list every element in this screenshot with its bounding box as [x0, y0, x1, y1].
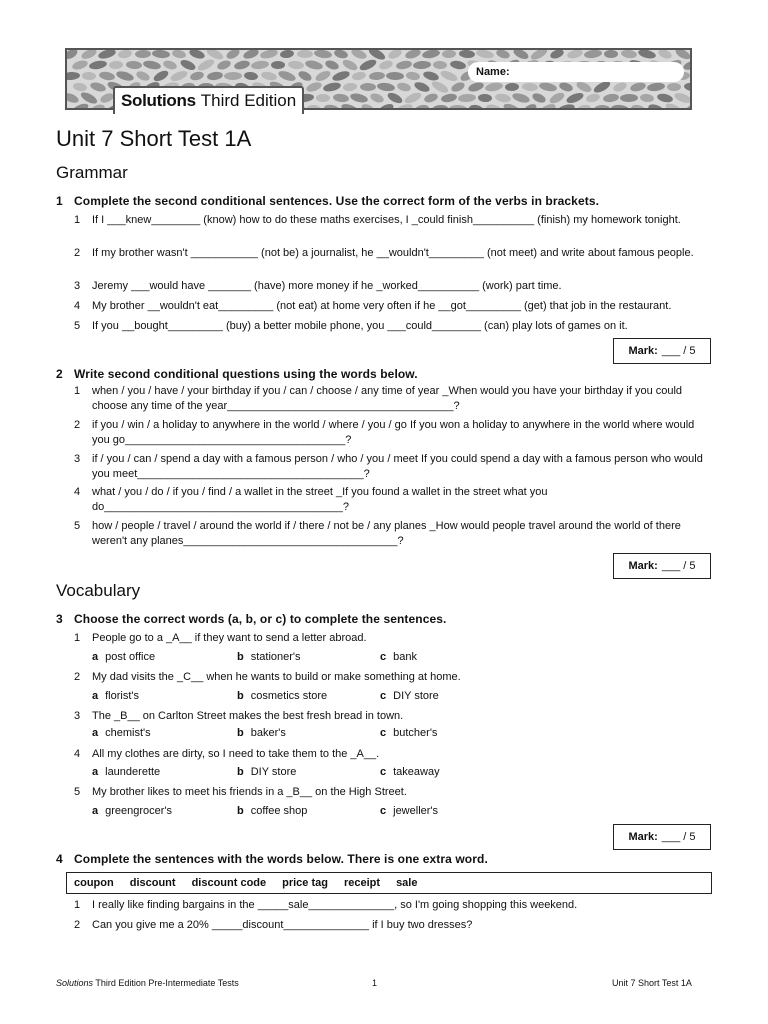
section-heading-grammar: Grammar: [56, 163, 128, 182]
banner-pattern-shape: [647, 82, 666, 92]
banner-pattern-shape: [458, 93, 477, 102]
banner-pattern-shape: [152, 69, 170, 84]
banner-pattern-shape: [684, 102, 692, 110]
banner-pattern-shape: [640, 93, 655, 102]
mark-value: ___ / 5: [661, 560, 696, 572]
banner-pattern-shape: [333, 50, 349, 60]
task-text: Complete the sentences with the words below. There is one extra word.: [74, 852, 488, 866]
banner-pattern-shape: [396, 81, 412, 92]
item-number: 4: [74, 486, 81, 498]
item-number: 4: [74, 300, 81, 312]
banner-pattern-shape: [350, 50, 368, 61]
option[interactable]: [380, 690, 439, 702]
item-text: If you __bought_________ (buy) a better mobile phone, you ___could________ (can) play lots of games on it.: [92, 320, 628, 332]
banner-pattern-shape: [162, 59, 178, 71]
banner-pattern-shape: [433, 61, 447, 70]
banner-pattern-shape: [377, 102, 395, 110]
banner-pattern-shape: [459, 50, 476, 59]
page-number: 1: [372, 978, 378, 988]
item-number: 1: [74, 385, 81, 397]
banner-pattern-shape: [369, 92, 385, 104]
option[interactable]: [237, 727, 286, 739]
banner-pattern-shape: [109, 61, 123, 70]
list-item: [74, 384, 704, 414]
banner-pattern-shape: [188, 50, 206, 60]
item-number: 1: [74, 632, 81, 644]
banner-pattern-shape: [422, 70, 440, 82]
option[interactable]: [92, 805, 172, 817]
banner-pattern-shape: [115, 70, 135, 83]
banner-pattern-shape: [539, 102, 557, 110]
task-4-instruction: [56, 852, 488, 866]
option-letter: c: [380, 766, 387, 778]
mark-box[interactable]: [613, 338, 711, 364]
option[interactable]: [380, 805, 438, 817]
item-text: My dad visits the _C__ when he wants to build or make something at home.: [92, 671, 461, 683]
item-text: People go to a _A__ if they want to send a letter abroad.: [92, 632, 367, 644]
banner-pattern-shape: [657, 50, 673, 60]
option[interactable]: [380, 727, 437, 739]
banner-pattern-shape: [70, 102, 90, 110]
name-field[interactable]: [468, 62, 684, 82]
item-text: My brother __wouldn't eat_________ (not eat) at home very often if he __got_________ (get) that job in the restaurant.: [92, 300, 672, 312]
task-number: 3: [56, 612, 63, 626]
item-text: what / you / do / if you / find / a wallet in the street _If you found a wallet in the street what you do_______________________________________?: [92, 486, 548, 513]
mark-value: ___ / 5: [661, 345, 696, 357]
banner-pattern-shape: [324, 59, 340, 71]
option-text: greengrocer's: [105, 805, 173, 817]
banner-pattern-shape: [280, 50, 295, 59]
list-item: [74, 319, 704, 334]
option[interactable]: [237, 805, 307, 817]
list-item: [74, 670, 704, 685]
banner-pattern-shape: [603, 93, 620, 103]
banner-pattern-shape: [404, 50, 422, 60]
banner-pattern-shape: [271, 61, 285, 69]
banner-pattern-shape: [67, 71, 80, 80]
option[interactable]: [237, 651, 301, 663]
item-number: 5: [74, 786, 81, 798]
brand-logo: [113, 86, 304, 114]
task-2-instruction: [56, 367, 418, 381]
banner-pattern-shape: [565, 91, 585, 105]
banner-pattern-shape: [135, 69, 151, 82]
word-bank: [66, 872, 712, 894]
banner-pattern-shape: [556, 103, 576, 110]
page-title: Unit 7 Short Test 1A: [56, 126, 252, 151]
item-number: 2: [74, 671, 81, 683]
banner-pattern-shape: [67, 50, 79, 61]
option-text: butcher's: [393, 727, 438, 739]
banner-pattern-shape: [394, 102, 414, 110]
option[interactable]: [380, 651, 417, 663]
mark-value: ___ / 5: [661, 831, 696, 843]
option-letter: b: [237, 766, 244, 778]
banner-pattern-shape: [691, 50, 692, 61]
option-letter: a: [92, 690, 99, 702]
banner-pattern-shape: [656, 92, 673, 103]
banner-pattern-shape: [288, 60, 305, 70]
mark-label: Mark:: [628, 831, 658, 843]
banner-pattern-shape: [333, 93, 350, 103]
banner-pattern-shape: [98, 71, 115, 82]
task-1-instruction: [56, 194, 599, 208]
footer-left: [56, 978, 239, 988]
banner-pattern-shape: [260, 70, 277, 81]
item-number: 3: [74, 710, 81, 722]
banner-pattern-shape: [485, 103, 503, 110]
option-text: baker's: [250, 727, 286, 739]
banner-pattern-shape: [450, 80, 466, 93]
banner-pattern-shape: [196, 57, 216, 73]
option-letter: a: [92, 651, 99, 663]
banner-pattern-shape: [378, 59, 394, 71]
task-number: 2: [56, 367, 63, 381]
option-text: stationer's: [250, 651, 301, 663]
banner-pattern-shape: [502, 102, 522, 110]
banner-pattern-shape: [251, 60, 270, 70]
list-item: [74, 299, 704, 314]
banner-pattern-shape: [97, 50, 117, 60]
banner-pattern-shape: [88, 59, 107, 70]
word-bank-item: discount: [129, 877, 176, 889]
banner-pattern-shape: [340, 102, 360, 110]
banner-pattern-shape: [403, 91, 423, 106]
task-number: 1: [56, 194, 63, 208]
brand-name: Solutions: [121, 91, 196, 110]
word-bank-item: receipt: [343, 877, 381, 889]
banner-pattern-shape: [432, 104, 449, 110]
banner-pattern-shape: [684, 82, 692, 92]
item-text: how / people / travel / around the world if / there / not be / any planes _How would people travel around the world of there weren't any planes___________________________________?: [92, 520, 681, 547]
item-text: if you / win / a holiday to anywhere in the world / where / you / go If you won a holiday to anywhere in the world where would you go____________________________________?: [92, 419, 695, 446]
banner-pattern-shape: [585, 92, 601, 103]
banner-pattern-shape: [297, 69, 313, 82]
banner-pattern-shape: [549, 50, 565, 60]
banner-pattern-shape: [331, 69, 351, 82]
option-letter: c: [380, 651, 387, 663]
option-text: cosmetics store: [250, 690, 328, 702]
list-item: [74, 418, 704, 448]
item-text: All my clothes are dirty, so I need to take them to the _A__.: [92, 748, 380, 760]
option-text: DIY store: [393, 690, 439, 702]
option-letter: a: [92, 766, 99, 778]
banner-pattern-shape: [512, 50, 530, 61]
option[interactable]: [92, 651, 155, 663]
option-text: launderette: [105, 766, 161, 778]
banner-pattern-shape: [135, 50, 151, 58]
task-text: Choose the correct words (a, b, or c) to complete the sentences.: [74, 612, 447, 626]
option-text: coffee shop: [250, 805, 308, 817]
item-text: Jeremy ___would have _______ (have) more money if he _worked__________ (work) part time.: [92, 280, 562, 292]
item-text: The _B__ on Carlton Street makes the best fresh bread in town.: [92, 710, 404, 722]
word-bank-item: price tag: [282, 877, 328, 889]
mark-box[interactable]: [613, 824, 711, 850]
banner-pattern-shape: [538, 81, 557, 92]
banner-pattern-shape: [439, 69, 459, 83]
banner-pattern-shape: [413, 60, 432, 69]
option[interactable]: [380, 766, 440, 778]
item-number: 1: [74, 899, 81, 911]
banner-pattern-shape: [71, 59, 89, 71]
option-text: takeaway: [393, 766, 440, 778]
banner-pattern-shape: [169, 69, 189, 83]
task-number: 4: [56, 852, 63, 866]
banner-pattern-shape: [242, 50, 260, 60]
word-bank-item: discount code: [191, 877, 267, 889]
banner-pattern-shape: [142, 59, 161, 70]
banner-pattern-shape: [475, 50, 494, 60]
option-text: DIY store: [250, 766, 297, 778]
option[interactable]: [237, 766, 296, 778]
banner-pattern-shape: [505, 83, 519, 92]
banner-pattern-shape: [467, 81, 485, 93]
banner-pattern-shape: [90, 103, 106, 110]
mark-box[interactable]: [613, 553, 711, 579]
banner-pattern-shape: [351, 71, 366, 82]
item-text: I really like finding bargains in the _____sale______________, so I'm going shopping this weekend.: [92, 899, 578, 911]
banner-pattern-shape: [179, 58, 197, 72]
banner-pattern-shape: [307, 104, 322, 110]
banner-pattern-shape: [79, 90, 99, 106]
banner-pattern-shape: [414, 104, 429, 110]
banner-pattern-shape: [322, 81, 341, 93]
name-label: Name:: [476, 66, 510, 78]
banner-pattern-shape: [449, 105, 467, 110]
list-item: [74, 452, 704, 482]
banner-pattern-shape: [126, 60, 143, 69]
list-item: [74, 279, 704, 294]
banner-pattern-shape: [495, 50, 511, 60]
list-item: [74, 213, 704, 228]
list-item: [74, 918, 704, 933]
list-item: [74, 747, 704, 762]
list-item: [74, 631, 704, 646]
option-letter: b: [237, 805, 244, 817]
banner-pattern-shape: [430, 79, 450, 95]
banner-pattern-shape: [484, 81, 503, 92]
item-number: 2: [74, 419, 81, 431]
mark-label: Mark:: [628, 560, 658, 572]
banner-pattern-shape: [611, 104, 630, 110]
banner-pattern-shape: [413, 80, 431, 93]
footer-right: Unit 7 Short Test 1A: [612, 978, 692, 988]
banner-pattern-shape: [358, 58, 378, 73]
banner-pattern-shape: [604, 50, 618, 58]
banner-pattern-shape: [522, 102, 538, 110]
option[interactable]: [237, 690, 327, 702]
banner-pattern-shape: [225, 50, 241, 61]
word-bank-item: sale: [396, 877, 418, 889]
option-letter: c: [380, 690, 387, 702]
option-text: post office: [105, 651, 156, 663]
banner-pattern-shape: [548, 91, 566, 106]
banner-pattern-shape: [314, 50, 333, 59]
banner-pattern-shape: [89, 81, 107, 93]
banner-pattern-shape: [584, 50, 603, 59]
item-number: 2: [74, 247, 81, 259]
mark-label: Mark:: [628, 345, 658, 357]
banner-pattern-shape: [205, 50, 225, 62]
banner-pattern-shape: [440, 93, 457, 104]
banner-pattern-shape: [478, 94, 492, 103]
banner-pattern-shape: [305, 81, 323, 94]
banner-pattern-shape: [511, 92, 531, 105]
option-text: chemist's: [105, 727, 151, 739]
banner-pattern-shape: [647, 103, 665, 110]
banner-pattern-shape: [72, 82, 87, 92]
banner-pattern-shape: [171, 50, 186, 59]
banner-pattern-shape: [387, 50, 403, 61]
banner-pattern-shape: [421, 50, 440, 60]
banner-pattern-shape: [405, 71, 420, 81]
banner-pattern-shape: [224, 72, 242, 80]
option-letter: c: [380, 727, 387, 739]
item-text: My brother likes to meet his friends in a _B__ on the High Street.: [92, 786, 407, 798]
banner-pattern-shape: [620, 94, 638, 102]
item-number: 5: [74, 320, 81, 332]
banner-pattern-shape: [423, 92, 439, 104]
banner-pattern-shape: [449, 60, 466, 71]
banner-pattern-shape: [216, 59, 232, 71]
banner-pattern-shape: [67, 91, 80, 104]
banner-pattern-shape: [630, 104, 645, 110]
option-text: florist's: [105, 690, 140, 702]
banner-pattern-shape: [117, 50, 132, 59]
item-number: 4: [74, 748, 81, 760]
banner-pattern-shape: [594, 105, 610, 110]
option-letter: a: [92, 805, 99, 817]
option-letter: b: [237, 651, 244, 663]
banner-pattern-shape: [244, 71, 259, 80]
list-item: [74, 485, 704, 515]
banner-pattern-shape: [259, 50, 278, 60]
banner-pattern-shape: [576, 104, 591, 110]
banner-pattern-shape: [522, 82, 539, 91]
banner-pattern-shape: [529, 50, 549, 62]
option[interactable]: [92, 690, 139, 702]
banner-pattern-shape: [494, 93, 511, 104]
banner-pattern-shape: [664, 101, 684, 110]
banner-pattern-shape: [277, 69, 297, 83]
banner-pattern-shape: [674, 50, 692, 61]
option[interactable]: [92, 727, 151, 739]
banner-pattern-shape: [558, 81, 574, 93]
banner-pattern-shape: [314, 69, 332, 83]
list-item: [74, 519, 704, 549]
banner-pattern-shape: [395, 60, 412, 71]
banner-pattern-shape: [468, 104, 483, 110]
task-3-instruction: [56, 612, 446, 626]
task-text: Write second conditional questions using the words below.: [74, 367, 418, 381]
item-text: If my brother wasn't ___________ (not be) a journalist, he __wouldn't_________ (not meet) and write about famous people.: [92, 247, 694, 259]
banner-pattern-shape: [566, 50, 583, 60]
option-letter: c: [380, 805, 387, 817]
banner-pattern-shape: [386, 91, 404, 106]
list-item: [74, 785, 704, 800]
section-heading-vocabulary: Vocabulary: [56, 581, 141, 600]
banner-pattern-shape: [621, 50, 638, 59]
list-item: [74, 709, 704, 724]
list-item: [74, 898, 704, 913]
item-number: 3: [74, 280, 81, 292]
item-text: if / you / can / spend a day with a famous person / who / you / meet If you could spend a day with a famous person who would you meet_____________________________________?: [92, 453, 703, 480]
item-text: when / you / have / your birthday if you / can / choose / any time of year _When would you have your birthday if you could choose any time of the year_____________________________________?: [92, 385, 683, 412]
banner-pattern-shape: [360, 83, 376, 91]
banner-pattern-shape: [349, 92, 368, 104]
banner-pattern-shape: [377, 82, 396, 92]
option-text: bank: [393, 651, 417, 663]
item-number: 2: [74, 919, 81, 931]
banner-pattern-shape: [207, 71, 224, 81]
banner-pattern-shape: [341, 58, 359, 73]
banner-pattern-shape: [369, 71, 386, 80]
item-number: 3: [74, 453, 81, 465]
option-letter: b: [237, 690, 244, 702]
item-text: If I ___knew________ (know) how to do these maths exercises, I _could finish__________ (finish) my homework tonight.: [92, 214, 681, 226]
item-text: Can you give me a 20% _____discount______________ if I buy two dresses?: [92, 919, 473, 931]
banner-pattern-shape: [673, 91, 692, 105]
banner-pattern-shape: [386, 72, 404, 81]
banner-pattern-shape: [233, 59, 250, 71]
banner-pattern-shape: [189, 70, 205, 81]
option-letter: b: [237, 727, 244, 739]
banner-pattern-shape: [575, 80, 593, 94]
banner-pattern-shape: [297, 50, 313, 58]
option[interactable]: [92, 766, 160, 778]
banner-pattern-shape: [612, 81, 628, 93]
word-bank-item: coupon: [74, 877, 114, 889]
banner-pattern-shape: [82, 72, 96, 81]
banner-pattern-shape: [442, 50, 456, 58]
task-text: Complete the second conditional sentences. Use the correct form of the verbs in brackets.: [74, 194, 600, 208]
banner-pattern-shape: [152, 50, 171, 59]
footer-book-title: Third Edition Pre-Intermediate Tests: [93, 978, 239, 988]
banner-pattern-shape: [531, 91, 547, 104]
banner-pattern-shape: [629, 81, 646, 93]
footer-brand: Solutions: [56, 978, 94, 988]
banner-pattern-shape: [667, 83, 681, 91]
list-item: [74, 246, 704, 261]
option-text: jeweller's: [393, 805, 439, 817]
banner-pattern-shape: [304, 59, 323, 71]
banner-pattern-shape: [80, 50, 98, 61]
banner-pattern-shape: [343, 82, 358, 91]
item-number: 5: [74, 520, 81, 532]
banner-pattern-shape: [316, 94, 330, 102]
option-letter: a: [92, 727, 99, 739]
banner-pattern-shape: [637, 50, 656, 60]
item-number: 1: [74, 214, 81, 226]
banner-pattern-shape: [360, 102, 376, 110]
banner-pattern-shape: [323, 103, 340, 110]
brand-edition: Third Edition: [200, 91, 297, 110]
